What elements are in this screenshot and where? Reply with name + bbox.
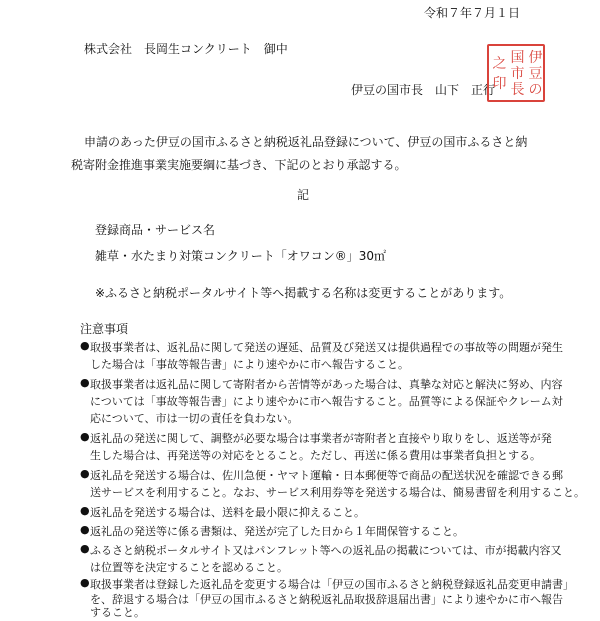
product-name: 雑草・水たまり対策コンクリート「オワコン®」30㎡ [95, 249, 387, 263]
seal-char: の [528, 82, 543, 98]
bullet-icon: ● [80, 339, 90, 352]
sender-name: 伊豆の国市長 山下 正行 [351, 83, 496, 97]
note-line: すること。 [90, 606, 145, 619]
seal-char: 国 [510, 50, 525, 66]
note-line: 取扱事業者は返礼品に関して寄附者から苦情等があった場合は、真摯な対応と解決に努め、内容 [90, 378, 563, 391]
note-line: 送サービスを利用すること。なお、サービス利用券等を発送する場合は、簡易書留を利用すること。 [90, 486, 585, 499]
note-line: ふるさと納税ポータルサイト又はパンフレット等への返礼品の掲載については、市が掲載内容又 [90, 544, 562, 557]
bullet-icon: ● [80, 504, 90, 517]
bullet-icon: ● [80, 576, 90, 589]
note-line: 返礼品を発送する場合は、送料を最小限に抑えること。 [90, 506, 365, 519]
portal-note: ※ふるさと納税ポータルサイト等へ掲載する名称は変更することがあります。 [95, 286, 512, 300]
seal-char: 之 [492, 56, 507, 72]
note-line: 取扱事業者は、返礼品に関して発送の遅延、品質及び発送又は提供過程での事故等の問題が発生 [90, 341, 563, 354]
seal-char: 長 [510, 82, 525, 98]
seal-char: 伊 [528, 50, 543, 66]
body-line: 申請のあった伊豆の国市ふるさと納税返礼品登録について、伊豆の国市ふるさと納 [84, 135, 528, 149]
note-line: 応について、市は一切の責任を負わない。 [90, 412, 299, 425]
note-line: した場合は「事故等報告書」により速やかに市へ報告すること。 [90, 358, 409, 371]
notes-title: 注意事項 [80, 322, 129, 336]
note-line: 返礼品の発送に関して、調整が必要な場合は事業者が寄附者と直接やり取りをし、返送等が発 [90, 432, 552, 445]
product-label: 登録商品・サービス名 [95, 223, 216, 237]
seal-char: 豆 [528, 66, 543, 82]
bullet-icon: ● [80, 523, 90, 536]
ki-heading: 記 [297, 188, 310, 202]
note-line: を、辞退する場合は「伊豆の国市ふるさと納税返礼品取扱辞退届出書」により速やかに市へ報告 [90, 593, 563, 606]
document-date: 令和７年７月１日 [424, 6, 521, 20]
bullet-icon: ● [80, 467, 90, 480]
addressee: 株式会社 長岡生コンクリート 御中 [84, 42, 288, 56]
official-seal [487, 44, 545, 102]
bullet-icon: ● [80, 430, 90, 443]
bullet-icon: ● [80, 542, 90, 555]
body-line: 税寄附金推進事業実施要綱に基づき、下記のとおり承認する。 [71, 158, 407, 172]
note-line: は位置等を決定することを認めること。 [90, 561, 288, 574]
note-line: 返礼品の発送等に係る書類は、発送が完了した日から１年間保管すること。 [90, 525, 464, 538]
seal-char: 市 [510, 66, 525, 82]
bullet-icon: ● [80, 376, 90, 389]
note-line: 生した場合は、再発送等の対応をとること。ただし、再送に係る費用は事業者負担とする。 [90, 449, 541, 462]
seal-char: 印 [492, 76, 507, 92]
note-line: 返礼品を発送する場合は、佐川急便・ヤマト運輸・日本郵便等で商品の配送状況を確認できる郵 [90, 469, 563, 482]
note-line: 取扱事業者は登録した返礼品を変更する場合は「伊豆の国市ふるさと納税登録返礼品変更申請書」 [90, 578, 574, 591]
note-line: については「事故等報告書」により速やかに市へ報告すること。品質等による保証やクレーム対 [90, 395, 563, 408]
